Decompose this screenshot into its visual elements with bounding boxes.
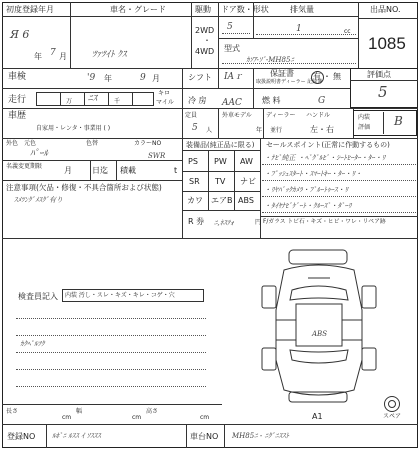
mileage-man: 万 <box>66 98 73 105</box>
divider <box>350 80 418 81</box>
exterior-value: ﾊﾟｰﾙ <box>30 149 49 159</box>
exterior-sub: 元色 <box>24 140 37 147</box>
divider <box>218 68 219 88</box>
divider <box>2 180 182 181</box>
lot-no-label: 出品NO. <box>370 5 401 14</box>
history-options: 自家用・レンタ・事業用 ( ) <box>36 125 111 132</box>
sales-points-label: セールスポイント(正常に作動するもの) <box>266 141 390 149</box>
name-change-month: 月 <box>64 166 72 175</box>
divider <box>182 191 260 192</box>
model-label: 型式 <box>224 44 240 53</box>
mileage-value: ﾆｽ <box>88 94 98 104</box>
divider <box>132 92 133 106</box>
divider <box>90 160 91 180</box>
length-unit: cm <box>62 414 72 421</box>
load-label: 積載 <box>120 166 136 175</box>
inspector-label: 検査員記入 <box>18 292 58 301</box>
door-value: 5 <box>227 22 233 32</box>
divider <box>358 18 418 19</box>
divider <box>218 38 358 39</box>
divider <box>84 92 85 106</box>
divider <box>60 92 61 106</box>
a1-label: A1 <box>312 412 323 421</box>
divider <box>182 171 260 172</box>
divider <box>218 108 219 138</box>
divider <box>260 216 418 217</box>
divider <box>116 160 117 180</box>
spare-label: スペア <box>383 413 402 420</box>
r-unit: 円 <box>255 219 262 226</box>
ac-value: AAC <box>222 98 242 108</box>
score-label: 評価点 <box>367 70 391 79</box>
mileage-mile: マイル <box>156 99 174 106</box>
sales-point-4: ・ﾀｲﾔﾅﾋﾞｹﾞｰﾄ・ｸﾙｰｽﾞ・ﾀﾞｰﾘ <box>264 202 352 210</box>
handle-value: 左・右 <box>310 125 334 134</box>
car-diagram <box>244 240 394 410</box>
capacity-value: 5 <box>192 123 198 133</box>
divider <box>358 2 359 68</box>
color-no-label: 色替 <box>86 140 99 147</box>
warranty-dot: ・ <box>323 72 331 81</box>
lot-no: 1085 <box>368 34 406 53</box>
equip-airbag: エアB <box>211 196 233 205</box>
interior-label: 内装 <box>358 114 371 121</box>
sales-line <box>262 180 416 181</box>
warranty-no: 無 <box>333 72 341 81</box>
fuel-label: 燃 料 <box>262 96 281 105</box>
first-reg-era: Я 6 <box>10 28 30 41</box>
divider <box>46 424 47 448</box>
chassis-label: 車台NO <box>190 432 219 441</box>
handle-label: ハンドル <box>306 112 331 119</box>
drive-dot: ・ <box>203 36 211 45</box>
notes-label: 注意事項(欠品・修復・不具合箇所および状態) <box>6 183 162 192</box>
model-change-label: 外車モデル <box>222 112 252 119</box>
drive-label: 駆動 <box>195 5 211 14</box>
warranty-sub: 取扱説明書ディーラー 記録簿 <box>256 79 323 85</box>
warranty-yes: 有 <box>313 72 321 81</box>
ac-label: 冷 房 <box>188 96 207 105</box>
shift-value: IAｒ <box>224 72 244 82</box>
divider <box>186 424 187 448</box>
sales-footer: F/ガラス トビ石・キズ・ヒビ・ワレ・リペア跡 <box>263 219 386 225</box>
door-underline <box>222 33 250 34</box>
divider <box>234 150 235 210</box>
inspector-line <box>16 318 206 319</box>
displacement-underline <box>256 34 356 35</box>
width-label: 幅 <box>76 408 83 415</box>
mileage-label: 走行 <box>8 95 27 105</box>
r-value: ﾆ,ﾈｽﾃｫ <box>214 219 234 227</box>
sales-point-3: ・ﾘﾔﾊﾞｯｸｶﾒﾗ・ﾌﾞﾙｰﾄｩｰｽ・ﾘ <box>264 186 348 194</box>
divider <box>218 2 219 68</box>
mileage-sen: 千 <box>114 98 121 105</box>
score-value: 5 <box>378 83 388 101</box>
equip-navi: ナビ <box>240 177 256 186</box>
drive-4wd: 4WD <box>195 47 215 56</box>
exterior-label: 外色 <box>6 140 19 147</box>
reg-no-value: ﾙﾎﾞﾆ ﾙｽｽ ｲ ｿｽｽｽ <box>52 432 101 440</box>
divider <box>208 150 209 210</box>
car-name-label: 車名・グレード <box>110 5 166 14</box>
inspector-line <box>16 386 206 387</box>
mileage-km: キロ <box>158 90 171 97</box>
divider <box>70 2 71 68</box>
warranty-label: 保証書 <box>270 69 294 78</box>
divider <box>2 88 350 89</box>
divider <box>2 404 222 405</box>
capacity-label: 定員 <box>185 112 198 119</box>
divider <box>182 150 260 151</box>
divider <box>182 210 260 211</box>
inspector-line <box>16 369 206 370</box>
reg-no-label: 登録NO <box>7 432 36 441</box>
inspector-legend: 内装 汚し・スレ・キズ・キレ・コゲ・穴 <box>65 292 175 299</box>
inspector-line <box>16 352 206 353</box>
load-unit: t <box>174 166 178 175</box>
shaken-month: 9 <box>140 73 146 83</box>
drive-2wd: 2WD <box>195 26 215 35</box>
equipment-label: 装備品(純正品に限る) <box>186 141 255 149</box>
equip-sr: SR <box>189 177 200 186</box>
divider <box>108 92 109 106</box>
equip-aw: AW <box>240 157 253 166</box>
divider <box>2 424 418 425</box>
history-label: 車歴 <box>8 111 27 121</box>
first-reg-month: 7 <box>50 48 56 58</box>
divider <box>2 160 182 161</box>
sales-point-1: ・ﾅﾋﾞ純正 ・ﾍﾞｸﾞﾙﾋﾞ・ｼｰﾄﾋｰﾀｰ・ﾀｰ・ﾘ <box>264 154 386 162</box>
notes-value: ｽﾒﾂﾝｸﾞﾒｽｸﾞ有り <box>14 196 63 204</box>
cc-label: cc <box>344 28 351 35</box>
divider <box>191 2 192 68</box>
divider <box>263 108 264 138</box>
capacity-unit: 人 <box>206 127 213 134</box>
shaken-year-suffix: 年 <box>104 74 112 83</box>
chassis-value: MH85ﾆ - ﾆｸﾞﾆｽｽﾄ <box>232 432 289 440</box>
equip-abs: ABS <box>238 196 254 205</box>
dealer-value: 並行 <box>270 127 283 134</box>
abs-mark: ABS <box>312 330 327 338</box>
equip-tv: TV <box>215 177 226 186</box>
sales-point-2: ・ﾌﾟｯｼｭｽﾀｰﾄ・ｽﾏｰﾄｷｰ・ﾀｰ・ﾘ・ <box>264 170 362 178</box>
equip-leather: カワ <box>187 196 203 205</box>
shaken-year: '9 <box>87 73 96 83</box>
first-reg-year-suffix: 年 <box>34 52 42 61</box>
equip-ps: PS <box>188 157 198 166</box>
door-label: ドア数・形状 <box>221 5 269 14</box>
color-code-label: カラーNO <box>134 140 162 147</box>
height-label: 高さ <box>146 408 159 415</box>
displacement-label: 排気量 <box>290 5 314 14</box>
height-unit: cm <box>200 414 210 421</box>
fuel-value: G <box>318 96 326 106</box>
sales-line <box>262 164 416 165</box>
model-change-unit: 年 <box>256 127 263 134</box>
name-change-label: 名義変更期限 <box>6 163 43 170</box>
equip-pw: PW <box>214 157 227 166</box>
model-value: ｶｿｱ-ｿﾞ-MH85ﾆ <box>246 56 294 64</box>
divider <box>2 238 418 239</box>
shaken-month-suffix: 月 <box>152 74 160 83</box>
sales-line <box>262 196 416 197</box>
length-label: 長さ <box>6 408 19 415</box>
color-code-value: SWR <box>148 152 166 160</box>
divider <box>224 424 225 448</box>
inspector-line <box>16 335 206 336</box>
interior-sub: 評価 <box>358 124 371 131</box>
shaken-label: 車検 <box>8 72 27 82</box>
spare-tire-hub <box>388 400 396 408</box>
name-change-day: 日迄 <box>92 166 108 175</box>
car-name-value: ﾂｧﾂｲﾄ ｸｽ <box>92 50 127 60</box>
displacement-value: 1 <box>296 24 302 34</box>
dealer-label: ディーラー <box>266 112 296 119</box>
interior-value: B <box>394 114 403 128</box>
sales-line <box>262 212 416 213</box>
divider <box>2 16 358 17</box>
width-unit: cm <box>132 414 142 421</box>
first-reg-month-suffix: 月 <box>59 52 67 61</box>
divider <box>182 138 183 238</box>
shift-label: シフト <box>188 73 212 82</box>
divider <box>2 138 418 139</box>
model-underline <box>222 63 356 64</box>
first-reg-label: 初度登録年月 <box>6 5 54 14</box>
inspector-note: ｶｸﾍﾟﾙﾂｸ <box>20 340 45 348</box>
r-label: R 券 <box>188 217 205 226</box>
divider <box>2 108 418 109</box>
